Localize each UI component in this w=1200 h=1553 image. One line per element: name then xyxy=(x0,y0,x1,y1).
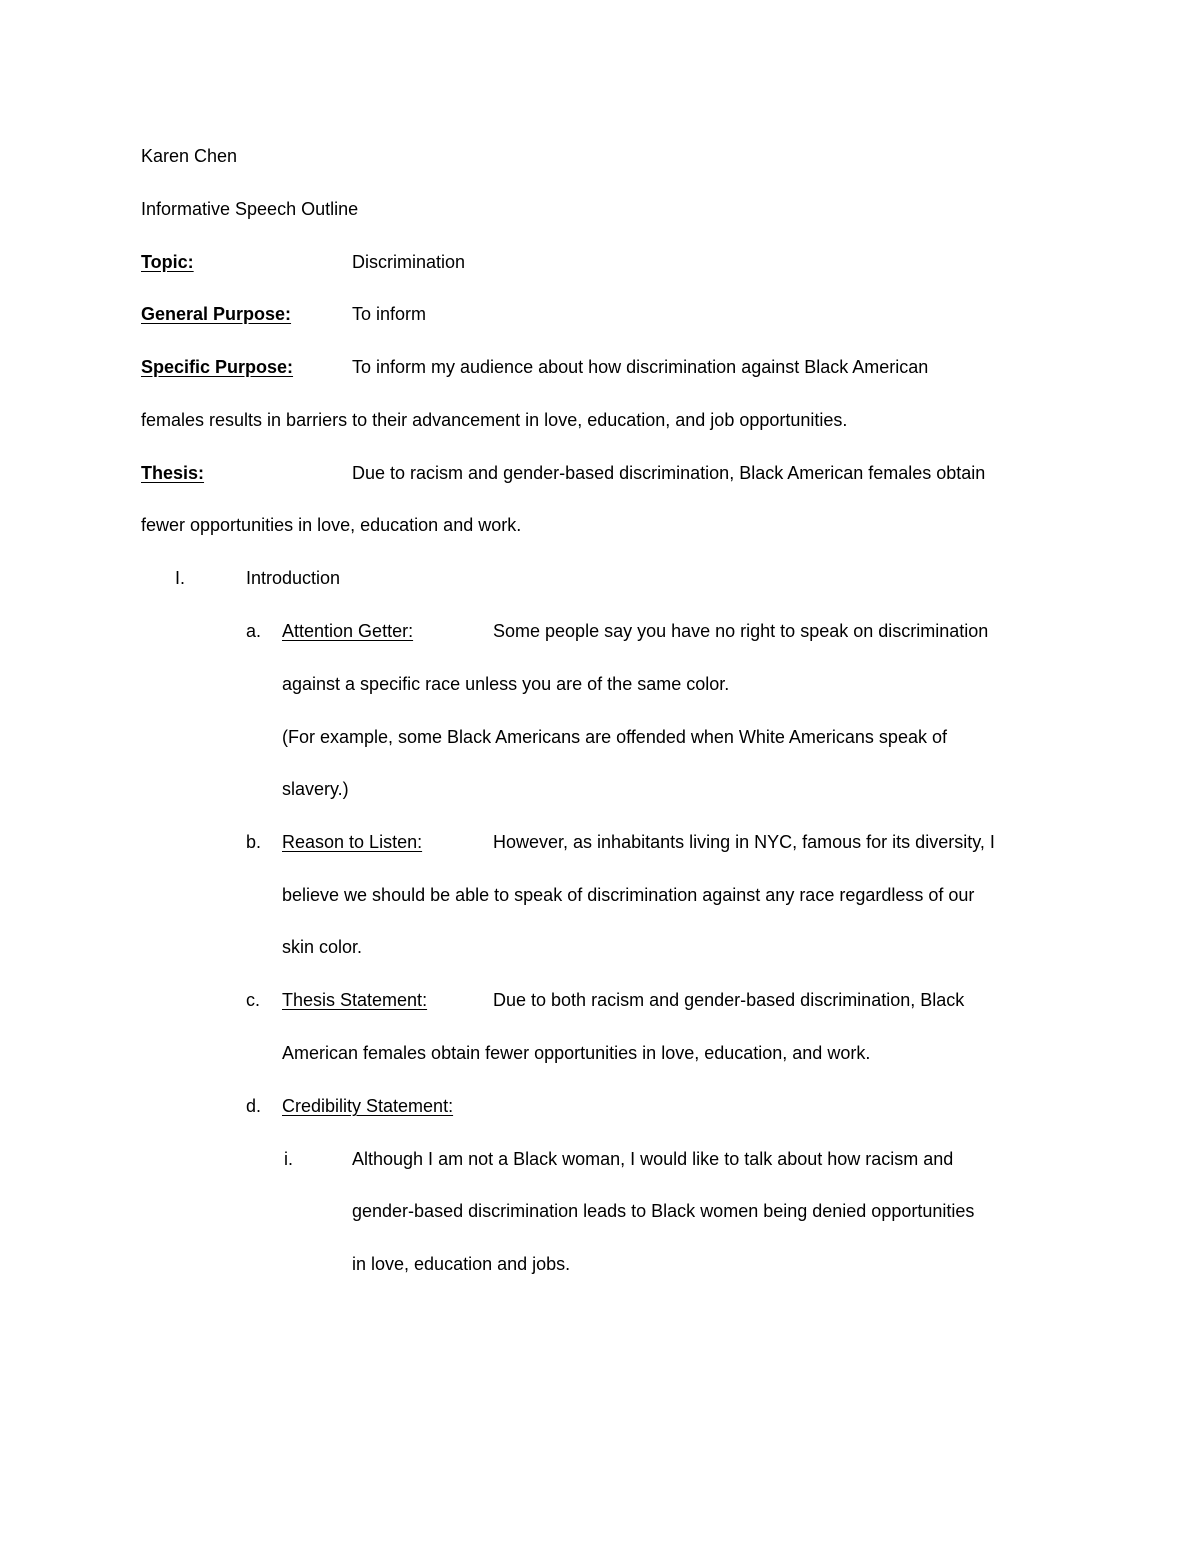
credibility-line1: Although I am not a Black woman, I would like to talk about how racism and xyxy=(352,1149,954,1169)
document-title: Informative Speech Outline xyxy=(141,199,359,219)
credibility-statement-label: Credibility Statement: xyxy=(282,1096,454,1116)
thesis-statement-label: Thesis Statement: xyxy=(282,990,428,1010)
general-purpose-label: General Purpose: xyxy=(141,304,292,324)
reason-to-listen-line3: skin color. xyxy=(282,937,363,957)
item-a-marker: a. xyxy=(246,621,262,641)
attention-getter-line2: against a specific race unless you are of the same color. xyxy=(282,674,730,694)
thesis-label: Thesis: xyxy=(141,463,205,483)
topic-value: Discrimination xyxy=(352,252,466,272)
author-name: Karen Chen xyxy=(141,146,238,166)
item-c-marker: c. xyxy=(246,990,261,1010)
attention-getter-line3: (For example, some Black Americans are offended when White Americans speak of xyxy=(282,727,947,747)
credibility-line2: gender-based discrimination leads to Black women being denied opportunities xyxy=(352,1201,975,1221)
item-b-marker: b. xyxy=(246,832,262,852)
thesis-statement-line2: American females obtain fewer opportunities in love, education, and work. xyxy=(282,1043,871,1063)
reason-to-listen-label: Reason to Listen: xyxy=(282,832,423,852)
reason-to-listen-line1: However, as inhabitants living in NYC, famous for its diversity, I xyxy=(493,832,995,852)
section-1-marker: I. xyxy=(175,568,186,588)
credibility-line3: in love, education and jobs. xyxy=(352,1254,571,1274)
item-d-marker: d. xyxy=(246,1096,262,1116)
attention-getter-line4: slavery.) xyxy=(282,779,349,799)
item-d-i-marker: i. xyxy=(284,1149,293,1169)
general-purpose-value: To inform xyxy=(352,304,427,324)
attention-getter-label: Attention Getter: xyxy=(282,621,414,641)
thesis-statement-line1: Due to both racism and gender-based discrimination, Black xyxy=(493,990,965,1010)
specific-purpose-line1: To inform my audience about how discrimination against Black American xyxy=(352,357,929,377)
specific-purpose-label: Specific Purpose: xyxy=(141,357,294,377)
thesis-line1: Due to racism and gender-based discrimination, Black American females obtain xyxy=(352,463,986,483)
topic-label: Topic: xyxy=(141,252,194,272)
thesis-line2: fewer opportunities in love, education and work. xyxy=(141,515,522,535)
attention-getter-line1: Some people say you have no right to speak on discrimination xyxy=(493,621,989,641)
section-1-title: Introduction xyxy=(246,568,341,588)
reason-to-listen-line2: believe we should be able to speak of discrimination against any race regardless of our xyxy=(282,885,975,905)
specific-purpose-line2: females results in barriers to their advancement in love, education, and job opportunities. xyxy=(141,410,848,430)
